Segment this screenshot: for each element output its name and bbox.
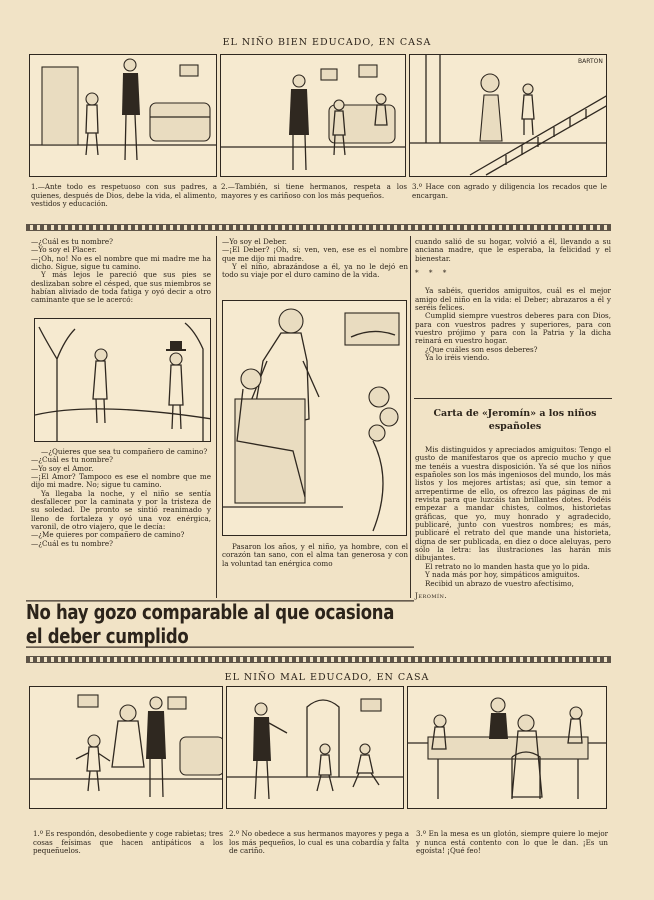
top-panel-2 [220, 54, 406, 177]
top-caption-3: 3.º Hace con agrado y diligencia los recados que le encargan. [412, 182, 607, 200]
story-paragraph: —Yo soy el Deber. [222, 237, 287, 246]
story-paragraph: Y más lejos le pareció que sus pies se deslizaban sobre el césped, que sus miembros se habían aliviado de toda fatiga y oyó decir a otro caminante que se le acercó: [31, 270, 211, 305]
bottom-comic-strip [29, 686, 607, 809]
story-paragraph: Y el niño, abrazándose a él, ya no le dejó en todo su viaje por el duro camino de la vida. [222, 262, 408, 280]
bottom-panel-1 [29, 686, 223, 809]
story-paragraph: —¿Cuál es tu nombre? [31, 237, 113, 246]
top-caption-1: 1.—Ante todo es respetuoso con sus padres, a quienes, después de Dios, debe la vida, el alimento, vestidos y educación. [31, 182, 217, 209]
top-panel-1 [29, 54, 217, 177]
story-column-1-top [31, 238, 211, 305]
story-column-2-bottom [222, 543, 408, 568]
story-paragraph: —¡Oh, no! No es el nombre que mi madre me ha dicho. Sigue, sigue tu camino. [31, 253, 211, 272]
story-paragraph: —Yo soy el Placer. [31, 245, 97, 255]
top-panel-1-illustration [30, 55, 217, 177]
ornamental-divider-bottom [26, 656, 611, 663]
headline: No hay gozo comparable al que ocasiona el deber cumplido [26, 600, 414, 648]
column-rule-2 [410, 236, 411, 598]
carta-body [415, 446, 611, 600]
carta-paragraph: Y nada más por hoy, simpáticos amiguitos. [425, 570, 580, 580]
story-paragraph: Ya sabéis, queridos amiguitos, cuál es el mejor amigo del niño en la vida: el Deber; abrazaros a él y seréis felices. [415, 286, 611, 313]
story-paragraph: cuando salió de su hogar, volvió a él, llevando a su anciana madre, que le esperaba, la felicidad y el bienestar. [415, 237, 611, 263]
carta-paragraph: Mis distinguidos y apreciados amiguitos: Tengo el gusto de manifestaros que os aprecio mucho y que me tenéis a vuestra disposición. Ya sé que los niños españoles son los más ingeniosos del mundo, los más listos y los mejores artistas; así que, sin temor a arrepentirme de ello, os ofrezco las páginas de mi revista para que luzcáis tan brillantes dotes. Podéis empezar a mandar chistes, colmos, historietas gráficas, que yo, muy honrado y agradecido, publicaré, junto con vuestros nombres; es más, publicaré el retrato del que mande una historieta, digna de ser publicada, en diez o doce aleluyas, pero sólo la letra: las ilustraciones las harán mis dibujantes. [415, 445, 611, 563]
story-paragraph: —¡El Amor? Tampoco es ese el nombre que me dijo mi madre. No; sigue tu camino. [31, 472, 211, 490]
story-paragraph: —¿Cuál es tu nombre? [31, 455, 113, 465]
story-paragraph: —¿Me quieres por compañero de camino? [31, 530, 185, 540]
bottom-panel-1-illustration [30, 687, 223, 809]
top-panel-3 [409, 54, 607, 177]
bottom-section-title: EL NIÑO MAL EDUCADO, EN CASA [224, 672, 430, 683]
carta-signature: Jeromín. [415, 590, 448, 600]
ornamental-divider-top [26, 224, 611, 231]
bottom-panel-3 [407, 686, 607, 809]
story-column-3 [415, 238, 611, 362]
story-paragraph: ¿Que cuáles son esos deberes? [425, 344, 538, 354]
story-paragraph: —Yo soy el Amor. [31, 463, 94, 473]
story-paragraph: Ya llegaba la noche, y el niño se sentía desfallecer por la caminata y por la tristeza de su soledad. De pronto se sintió reanimado y lleno de fortaleza y oyó una voz enérgica, varonil, de otro viajero, que le decía: [31, 488, 211, 532]
story-illustration-path-drawing [35, 319, 211, 442]
carta-title: Carta de «Jeromín» a los niños españoles [433, 408, 597, 432]
bottom-caption-3: 3.º En la mesa es un glotón, siempre quiere lo mejor y nunca está contento con lo que le dan. ¡Es un egoísta! ¡Qué feo! [416, 829, 608, 856]
carta-top-rule [414, 398, 612, 399]
top-caption-2: 2.—También, si tiene hermanos, respeta a los mayores y es cariñoso con los más pequeños. [221, 182, 407, 200]
story-paragraph: Cumplid siempre vuestros deberes para con Dios, para con vuestros padres y superiores, para con vuestro prójimo y para con la Patria y la dicha reinará en vuestro hogar. [415, 311, 611, 346]
story-illustration-duty-drawing [223, 301, 407, 536]
carta-paragraph: Recibid un abrazo de vuestro afectísimo, [425, 578, 574, 588]
story-paragraph: Pasaron los años, y el niño, ya hombre, con el corazón tan sano, con el alma tan generosa y con la voluntad tan enérgica como [222, 542, 408, 568]
section-break-stars: * * * [415, 268, 451, 278]
artist-signature: BARTON [578, 58, 603, 65]
story-column-2-top [222, 238, 408, 280]
top-panel-2-illustration [221, 55, 406, 177]
story-paragraph: —¿Quieres que sea tu compañero de camino? [41, 447, 208, 456]
top-panel-3-illustration [410, 55, 607, 177]
top-comic-strip [29, 54, 607, 177]
bottom-caption-2: 2.º No obedece a sus hermanos mayores y pega a los más pequeños, lo cual es una cobardía y falta de cariño. [229, 829, 409, 856]
bottom-caption-1: 1.º Es respondón, desobediente y coge rabietas; tres cosas feísimas que hacen antipáticos a los pequeñuelos. [33, 829, 223, 856]
bottom-panel-2 [226, 686, 404, 809]
bottom-panel-2-illustration [227, 687, 404, 809]
story-column-1-bottom [31, 448, 211, 548]
carta-paragraph: El retrato no lo manden hasta que yo lo pida. [425, 561, 590, 571]
top-section-title: EL NIÑO BIEN EDUCADO, EN CASA [222, 37, 432, 48]
story-paragraph: —¿Cuál es tu nombre? [31, 538, 113, 548]
story-illustration-path [34, 318, 211, 442]
story-illustration-duty [222, 300, 407, 536]
bottom-panel-3-illustration [408, 687, 607, 809]
story-paragraph: —¡El Deber? ¡Oh, sí; ven, ven, ese es el nombre que me dijo mi madre. [222, 245, 408, 263]
story-paragraph: Ya lo iréis viendo. [425, 353, 490, 363]
column-rule-1 [216, 236, 217, 598]
